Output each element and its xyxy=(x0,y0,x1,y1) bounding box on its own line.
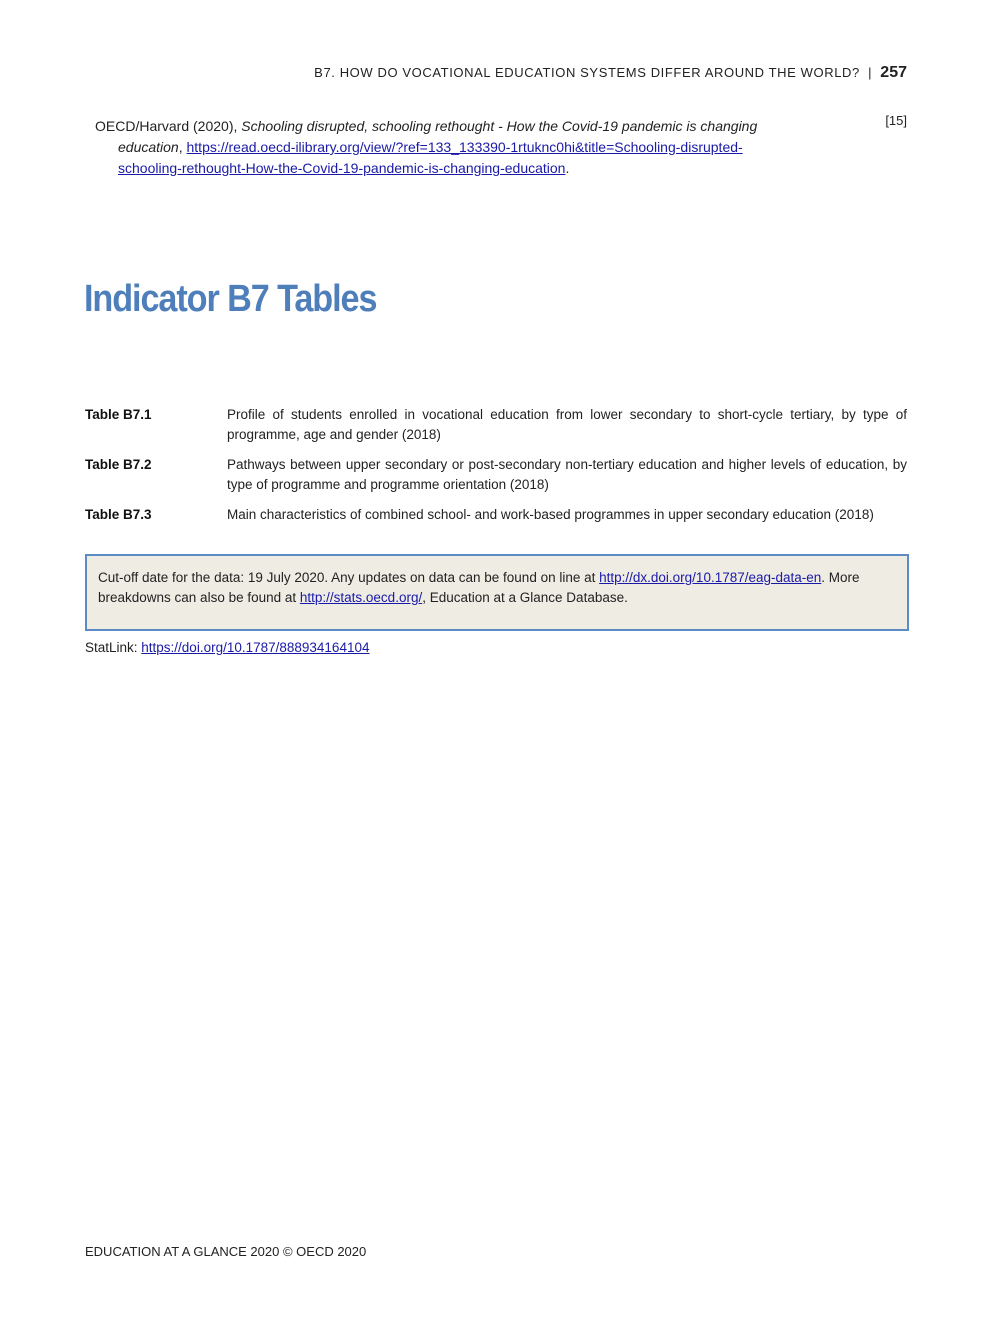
reference-number: [15] xyxy=(885,113,907,128)
table-list-item xyxy=(85,405,907,445)
reference-continuation xyxy=(95,137,825,179)
reference-link-line2[interactable]: schooling-rethought-How-the-Covid-19-pandemic-is-changing-education xyxy=(118,160,566,176)
page-footer: EDUCATION AT A GLANCE 2020 © OECD 2020 xyxy=(85,1244,367,1259)
statlink-label: StatLink: xyxy=(85,640,142,655)
running-title: B7. HOW DO VOCATIONAL EDUCATION SYSTEMS DIFFER AROUND THE WORLD? xyxy=(314,65,860,80)
reference-comma: , xyxy=(178,139,187,155)
data-note-box xyxy=(85,554,909,631)
reference-period: . xyxy=(565,160,570,176)
running-header xyxy=(314,64,907,82)
reference-title-line1: Schooling disrupted, schooling rethought - How the Covid-19 pandemic is changing xyxy=(241,118,758,134)
note-text-3: , Education at a Glance Database. xyxy=(422,590,628,605)
statlink-url[interactable]: https://doi.org/10.1787/888934164104 xyxy=(141,640,370,655)
table-list-item xyxy=(85,455,907,495)
table-code: Table B7.3 xyxy=(85,507,152,522)
table-description: Profile of students enrolled in vocational education from lower secondary to short-cycle tertiary, by type of programme, age and gender (2018) xyxy=(227,407,907,442)
page-number: 257 xyxy=(880,64,907,81)
table-description: Pathways between upper secondary or post-secondary non-tertiary education and higher levels of education, by type of programme and programme orientation (2018) xyxy=(227,457,907,492)
note-text-1: Cut-off date for the data: 19 July 2020. Any updates on data can be found on line at xyxy=(98,570,600,585)
table-code: Table B7.1 xyxy=(85,407,152,422)
note-link-eag-data[interactable]: http://dx.doi.org/10.1787/eag-data-en xyxy=(599,570,822,585)
table-code: Table B7.2 xyxy=(85,457,152,472)
header-separator: | xyxy=(868,65,873,80)
reference-author-year: OECD/Harvard (2020), xyxy=(95,118,242,134)
note-text-2: . More breakdowns can also be found at xyxy=(98,570,860,605)
section-title: Indicator B7 Tables xyxy=(84,278,377,320)
note-link-stats[interactable]: http://stats.oecd.org/ xyxy=(299,590,423,605)
statlink xyxy=(85,640,369,655)
reference-title-line2: education xyxy=(118,139,179,155)
table-list xyxy=(85,405,907,535)
table-list-item xyxy=(85,505,907,525)
table-description: Main characteristics of combined school- and work-based programmes in upper secondary education (2018) xyxy=(227,507,874,522)
reference-link-line1[interactable]: https://read.oecd-ilibrary.org/view/?ref=133_133390-1rtuknc0hi&title=Schooling-disrupted- xyxy=(186,139,743,155)
reference-entry xyxy=(95,116,825,179)
